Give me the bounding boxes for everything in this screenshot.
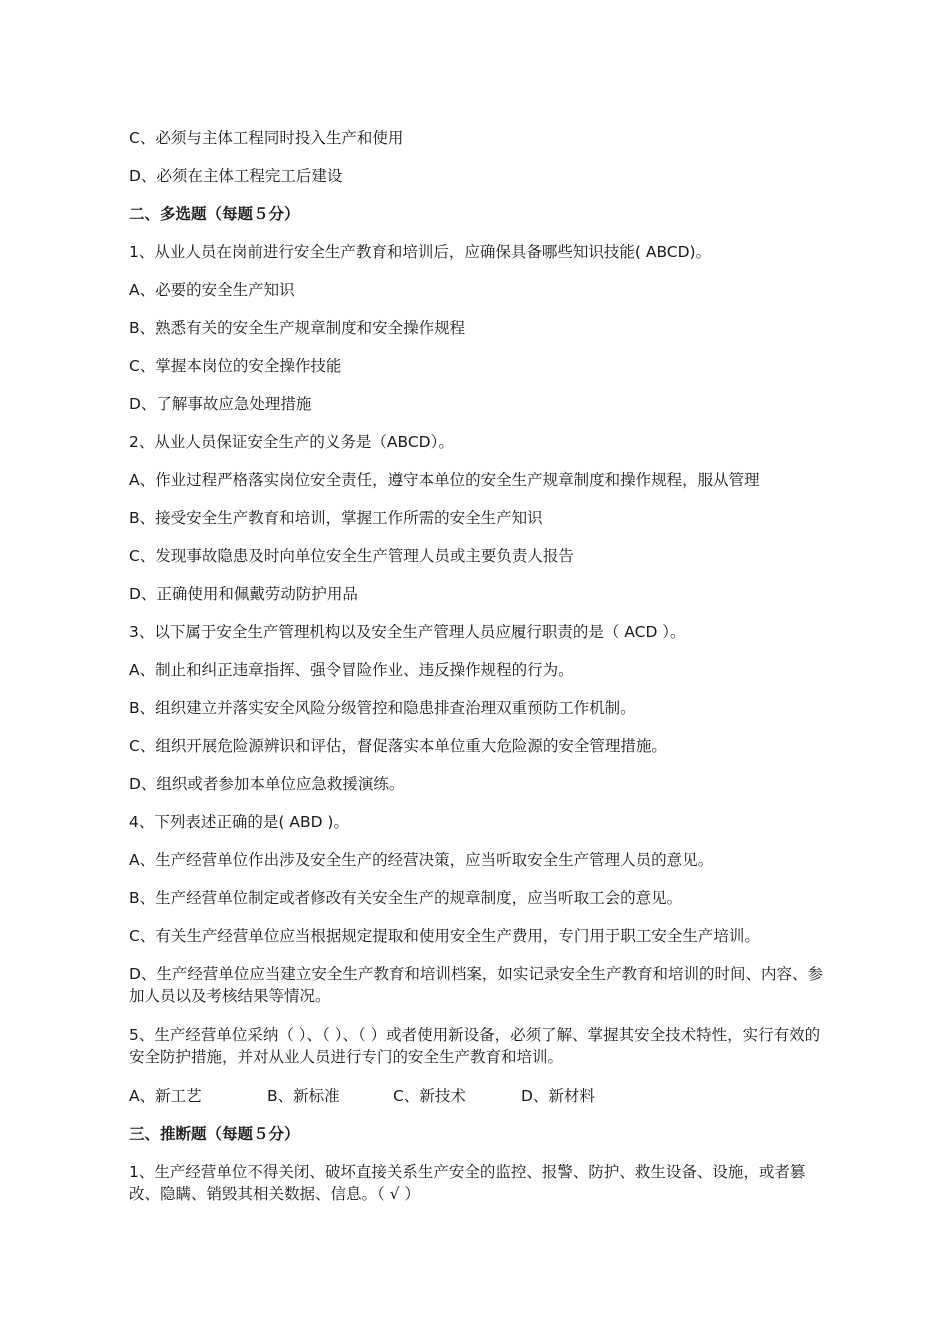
multi-q3-text: 3、以下属于安全生产管理机构以及安全生产管理人员应履行职责的是（ ACD ）。 xyxy=(129,623,686,641)
multi-q1-option-d: D、了解事故应急处理措施 xyxy=(129,395,312,413)
section-2-heading: 二、多选题（每题５分） xyxy=(129,205,300,223)
multi-q5-options xyxy=(129,1085,829,1107)
multi-q2-option-b: B、接受安全生产教育和培训，掌握工作所需的安全生产知识 xyxy=(129,509,543,527)
multi-q3-option-b: B、组织建立并落实安全风险分级管控和隐患排查治理双重预防工作机制。 xyxy=(129,699,636,717)
q-previous-option-d: D、必须在主体工程完工后建设 xyxy=(129,167,343,185)
multi-q1-option-b: B、熟悉有关的安全生产规章制度和安全操作规程 xyxy=(129,319,466,337)
multi-q4-option-d: D、生产经营单位应当建立安全生产教育和培训档案，如实记录安全生产教育和培训的时间、内容、参加人员以及考核结果等情况。 xyxy=(129,965,823,1005)
multi-q5-option-c: C、新技术 xyxy=(393,1087,466,1105)
section-3-heading: 三、推断题（每题５分） xyxy=(129,1125,300,1143)
multi-q3-option-a: A、制止和纠正违章指挥、强令冒险作业、违反操作规程的行为。 xyxy=(129,661,574,679)
q-previous-option-c: C、必须与主体工程同时投入生产和使用 xyxy=(129,129,404,147)
multi-q3-option-c: C、组织开展危险源辨识和评估，督促落实本单位重大危险源的安全管理措施。 xyxy=(129,737,667,755)
multi-q3-option-d: D、组织或者参加本单位应急救援演练。 xyxy=(129,775,405,793)
multi-q5-option-b: B、新标准 xyxy=(267,1087,340,1105)
multi-q2-option-d: D、正确使用和佩戴劳动防护用品 xyxy=(129,585,358,603)
multi-q1-option-a: A、必要的安全生产知识 xyxy=(129,281,295,299)
multi-q4-option-a: A、生产经营单位作出涉及安全生产的经营决策，应当听取安全生产管理人员的意见。 xyxy=(129,851,714,869)
multi-q4-text: 4、下列表述正确的是( ABD )。 xyxy=(129,813,349,831)
multi-q4-option-b: B、生产经营单位制定或者修改有关安全生产的规章制度，应当听取工会的意见。 xyxy=(129,889,683,907)
multi-q5-option-d: D、新材料 xyxy=(521,1087,595,1105)
multi-q2-option-a: A、作业过程严格落实岗位安全责任，遵守本单位的安全生产规章制度和操作规程，服从管理 xyxy=(129,471,760,489)
multi-q5-text: 5、生产经营单位采纳（ ）、（ ）、（ ）或者使用新设备，必须了解、掌握其安全技术特性，实行有效的安全防护措施，并对从业人员进行专门的安全生产教育和培训。 xyxy=(129,1026,821,1066)
multi-q4-option-c: C、有关生产经营单位应当根据规定提取和使用安全生产费用，专门用于职工安全生产培训。 xyxy=(129,927,760,945)
multi-q5-option-a: A、新工艺 xyxy=(129,1087,202,1105)
multi-q1-option-c: C、掌握本岗位的安全操作技能 xyxy=(129,357,342,375)
multi-q1-text: 1、从业人员在岗前进行安全生产教育和培训后，应确保具备哪些知识技能( ABCD)。 xyxy=(129,243,712,261)
multi-q2-option-c: C、发现事故隐患及时向单位安全生产管理人员或主要负责人报告 xyxy=(129,547,574,565)
multi-q2-text: 2、从业人员保证安全生产的义务是（ABCD）。 xyxy=(129,433,454,451)
judge-q1-text: 1、生产经营单位不得关闭、破坏直接关系生产安全的监控、报警、防护、救生设备、设施，或者篡改、隐瞒、销毁其相关数据、信息。（ √ ） xyxy=(129,1163,806,1203)
